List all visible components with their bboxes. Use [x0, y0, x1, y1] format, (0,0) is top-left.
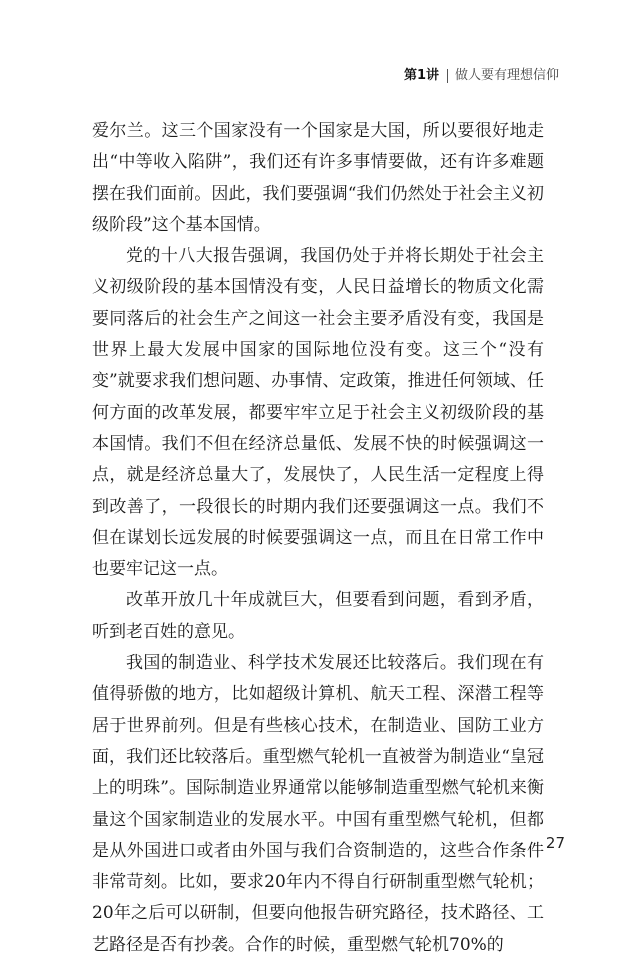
page-number: 27 [545, 834, 565, 852]
body-text [92, 116, 544, 961]
paragraph: 我国的制造业、科学技术发展还比较落后。我们现在有值得骄傲的地方，比如超级计算机、航天工程、深潜工程等居于世界前列。但是有些核心技术，在制造业、国防工业方面，我们还比较落后。重型燃气轮机一直被誉为制造业“皇冠上的明珠”。国际制造业界通常以能够制造重型燃气轮机来衡量这个国家制造业的发展水平。中国有重型燃气轮机，但都是从外国进口或者由外国与我们合资制造的，这些合作条件非常苛刻。比如，要求20年内不得自行研制重型燃气轮机；20年之后可以研制，但要向他报告研究路径，技术路径、工艺路径是否有抄袭。合作的时候，重型燃气轮机70%的 [92, 653, 544, 955]
paragraph: 党的十八大报告强调，我国仍处于并将长期处于社会主义初级阶段的基本国情没有变，人民日益增长的物质文化需要同落后的社会生产之间这一社会主要矛盾没有变，我国是世界上最大发展中国家的国际地位没有变。这三个“没有变”就要求我们想问题、办事情、定政策，推进任何领域、任何方面的改革发展，都要牢牢立足于社会主义初级阶段的基本国情。我们不但在经济总量低、发展不快的时候强调这一点，就是经济总量大了，发展快了，人民生活一定程度上得到改善了，一段很长的时期内我们还要强调这一点。我们不但在谋划长远发展的时候要强调这一点，而且在日常工作中也要牢记这一点。 [92, 246, 544, 580]
paragraph: 改革开放几十年成就巨大，但要看到问题，看到矛盾，听到老百姓的意见。 [92, 590, 544, 642]
lecture-number: 第1讲 [403, 68, 439, 83]
chapter-title: 做人要有理想信仰 [454, 68, 559, 83]
running-header [404, 68, 559, 84]
paragraph-continued: 爱尔兰。这三个国家没有一个国家是大国，所以要很好地走出“中等收入陷阱”，我们还有许多事情要做，还有许多难题摆在我们面前。因此，我们要强调“我们仍然处于社会主义初级阶段”这个基本国情。 [92, 121, 544, 235]
header-divider [447, 69, 448, 83]
